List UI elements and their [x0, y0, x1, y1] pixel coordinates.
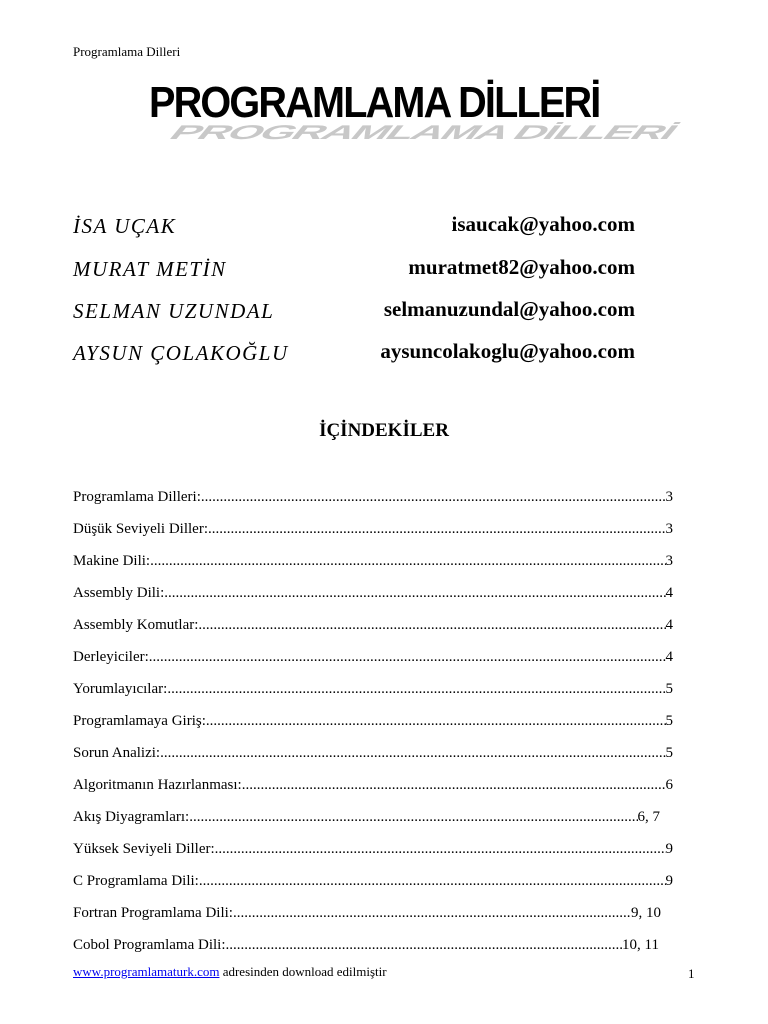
toc-item-page: 9: [665, 873, 673, 889]
table-of-contents: [73, 487, 673, 967]
title-shadow: PROGRAMLAMA DİLLERİ: [163, 121, 683, 144]
toc-item[interactable]: [73, 519, 673, 551]
toc-item[interactable]: [73, 679, 673, 711]
toc-item[interactable]: [73, 615, 673, 647]
toc-leader: [164, 583, 665, 615]
toc-item-page: 4: [665, 617, 673, 633]
author-name: MURAT METİN: [73, 257, 227, 281]
toc-item-page: 4: [665, 649, 673, 665]
toc-leader: [242, 775, 666, 807]
toc-item-label: Düşük Seviyeli Diller:: [73, 521, 208, 537]
toc-item[interactable]: [73, 551, 673, 583]
toc-item-page: 6: [665, 777, 673, 793]
toc-item-page: 10, 11: [622, 937, 659, 953]
toc-item[interactable]: [73, 871, 673, 903]
toc-item-page: 4: [665, 585, 673, 601]
toc-item-label: Makine Dili:: [73, 553, 151, 569]
toc-leader: [208, 519, 666, 551]
toc-leader: [189, 807, 637, 839]
toc-item-label: Yüksek Seviyeli Diller:: [73, 841, 215, 857]
author-email[interactable]: aysuncolakoglu@yahoo.com: [380, 339, 635, 363]
toc-item[interactable]: [73, 487, 673, 519]
toc-item-page: 3: [665, 489, 673, 505]
toc-leader: [167, 679, 665, 711]
toc-leader: [199, 871, 666, 903]
toc-item[interactable]: [73, 711, 673, 743]
toc-leader: [198, 615, 665, 647]
toc-leader: [233, 903, 631, 935]
author-name: İSA UÇAK: [73, 214, 177, 238]
toc-item[interactable]: [73, 583, 673, 615]
toc-item-label: C Programlama Dili:: [73, 873, 199, 889]
toc-leader: [149, 647, 666, 679]
toc-item-page: 9, 10: [631, 905, 661, 921]
toc-item-label: Programlamaya Giriş:: [73, 713, 206, 729]
toc-leader: [201, 487, 666, 519]
toc-item-page: 9: [665, 841, 673, 857]
author-email[interactable]: muratmet82@yahoo.com: [408, 255, 635, 279]
toc-leader: [160, 743, 665, 775]
toc-item-page: 5: [665, 713, 673, 729]
toc-item[interactable]: [73, 807, 660, 839]
title-text: PROGRAMLAMA DİLLERİ: [149, 78, 600, 127]
toc-item-page: 5: [665, 681, 673, 697]
toc-leader: [150, 551, 665, 583]
toc-item[interactable]: [73, 903, 661, 935]
toc-title: İÇİNDEKİLER: [319, 420, 449, 441]
author-row: [73, 339, 643, 371]
toc-item-label: Programlama Dilleri:: [73, 489, 201, 505]
toc-item-label: Cobol Programlama Dili:: [73, 937, 226, 953]
author-email[interactable]: selmanuzundal@yahoo.com: [383, 297, 635, 321]
footer-text: adresinden download edilmiştir: [219, 964, 387, 979]
page-number: 1: [688, 966, 695, 981]
toc-item-label: Assembly Komutlar:: [73, 617, 199, 633]
toc-item[interactable]: [73, 935, 659, 967]
toc-leader: [215, 839, 666, 871]
author-name: AYSUN ÇOLAKOĞLU: [73, 341, 289, 365]
website-link[interactable]: www.programlamaturk.com: [73, 964, 220, 979]
toc-leader: [225, 935, 622, 967]
author-row: [73, 212, 643, 244]
toc-item-label: Algoritmanın Hazırlanması:: [73, 777, 242, 793]
toc-item[interactable]: [73, 839, 673, 871]
page-header: Programlama Dilleri: [73, 44, 181, 59]
toc-item-page: 3: [665, 553, 673, 569]
toc-item-label: Fortran Programlama Dili:: [73, 905, 233, 921]
toc-item[interactable]: [73, 775, 673, 807]
author-row: [73, 297, 643, 329]
toc-item-page: 3: [665, 521, 673, 537]
toc-item-page: 6, 7: [637, 809, 660, 825]
toc-item-label: Assembly Dili:: [73, 585, 165, 601]
toc-item-label: Derleyiciler:: [73, 649, 149, 665]
toc-item-label: Yorumlayıcılar:: [73, 681, 168, 697]
page-footer: [73, 964, 387, 980]
author-row: [73, 255, 643, 287]
author-name: SELMAN UZUNDAL: [73, 299, 275, 323]
toc-item-page: 5: [665, 745, 673, 761]
author-email[interactable]: isaucak@yahoo.com: [451, 212, 635, 236]
toc-item[interactable]: [73, 743, 673, 775]
toc-item-label: Sorun Analizi:: [73, 745, 161, 761]
toc-leader: [206, 711, 666, 743]
toc-item-label: Akış Diyagramları:: [73, 809, 190, 825]
page-title: [145, 70, 683, 144]
toc-item[interactable]: [73, 647, 673, 679]
